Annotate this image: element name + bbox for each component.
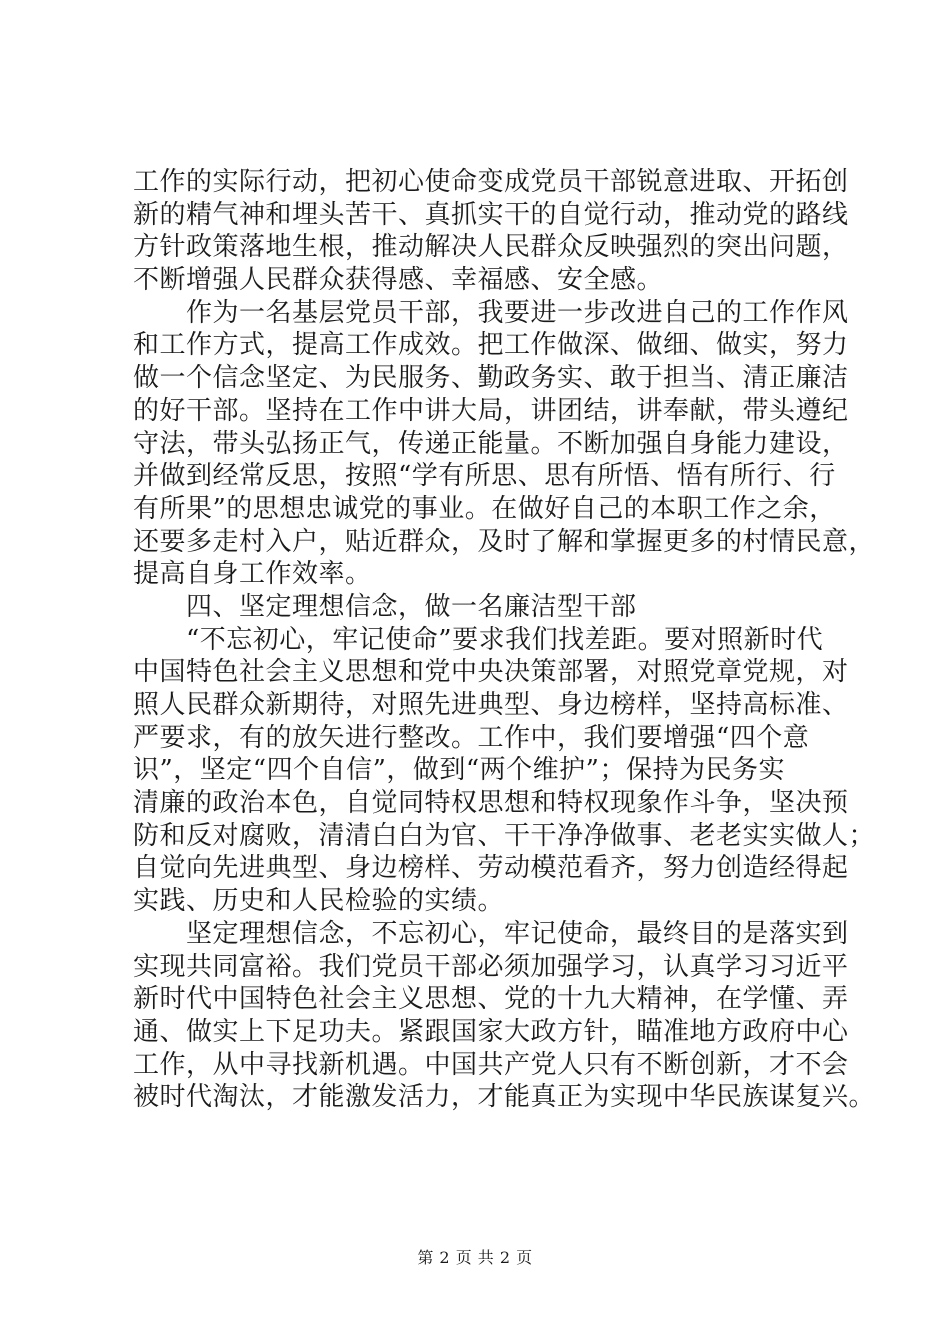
text-line: 严要求，有的放矢进行整改。工作中，我们要增强“四个意 bbox=[133, 722, 810, 753]
text-line: 识”，坚定“四个自信”，做到“两个维护”；保持为民务实 bbox=[133, 755, 785, 786]
text-line: 防和反对腐败，清清白白为官、干干净净做事、老老实实做人； bbox=[133, 820, 876, 851]
text-line: 实现共同富裕。我们党员干部必须加强学习，认真学习习近平 bbox=[133, 951, 849, 982]
text-line: 照人民群众新期待，对照先进典型、身边榜样，坚持高标准、 bbox=[133, 690, 849, 720]
text-line: 通、做实上下足功夫。紧跟国家大政方针，瞄准地方政府中心 bbox=[133, 1016, 849, 1047]
page-number-footer: 第 2 页 共 2 页 bbox=[417, 1248, 533, 1267]
text-line: 和工作方式，提高工作成效。把工作做深、做细、做实，努力 bbox=[133, 330, 849, 361]
text-line: 并做到经常反思，按照“学有所思、思有所悟、悟有所行、行 bbox=[133, 461, 836, 492]
text-line: 不断增强人民群众获得感、幸福感、安全感。 bbox=[133, 265, 664, 296]
text-line: 实践、历史和人民检验的实绩。 bbox=[133, 886, 505, 917]
section-heading: 四、坚定理想信念，做一名廉洁型干部 bbox=[133, 591, 637, 622]
text-line: 新的精气神和埋头苦干、真抓实干的自觉行动，推动党的路线 bbox=[133, 199, 849, 230]
text-line: 做一个信念坚定、为民服务、勤政务实、敢于担当、清正廉洁 bbox=[133, 363, 849, 394]
text-line: 自觉向先进典型、身边榜样、劳动模范看齐，努力创造经得起 bbox=[133, 853, 849, 884]
text-line: 守法，带头弘扬正气，传递正能量。不断加强自身能力建设， bbox=[133, 428, 849, 459]
text-line: 坚定理想信念，不忘初心，牢记使命，最终目的是落实到 bbox=[133, 918, 849, 949]
text-line: 工作的实际行动，把初心使命变成党员干部锐意进取、开拓创 bbox=[133, 167, 849, 197]
text-line: 方针政策落地生根，推动解决人民群众反映强烈的突出问题， bbox=[133, 232, 849, 263]
text-line: 新时代中国特色社会主义思想、党的十九大精神，在学懂、弄 bbox=[133, 984, 849, 1015]
text-line: 还要多走村入户，贴近群众，及时了解和掌握更多的村情民意， bbox=[133, 526, 876, 557]
document-body bbox=[133, 166, 876, 1114]
text-line: 有所果”的思想忠诚党的事业。在做好自己的本职工作之余， bbox=[133, 493, 836, 524]
text-line: 提高自身工作效率。 bbox=[133, 559, 372, 590]
text-line: 作为一名基层党员干部，我要进一步改进自己的工作作风 bbox=[133, 297, 849, 328]
text-line: 清廉的政治本色，自觉同特权思想和特权现象作斗争，坚决预 bbox=[133, 788, 849, 819]
text-line: 中国特色社会主义思想和党中央决策部署，对照党章党规，对 bbox=[133, 657, 849, 688]
text-line: 工作，从中寻找新机遇。中国共产党人只有不断创新，才不会 bbox=[133, 1049, 849, 1080]
text-line: 被时代淘汰，才能激发活力，才能真正为实现中华民族谋复兴。 bbox=[133, 1082, 876, 1113]
text-line: 的好干部。坚持在工作中讲大局，讲团结，讲奉献，带头遵纪 bbox=[133, 395, 849, 426]
text-line: “不忘初心，牢记使命”要求我们找差距。要对照新时代 bbox=[133, 624, 824, 655]
